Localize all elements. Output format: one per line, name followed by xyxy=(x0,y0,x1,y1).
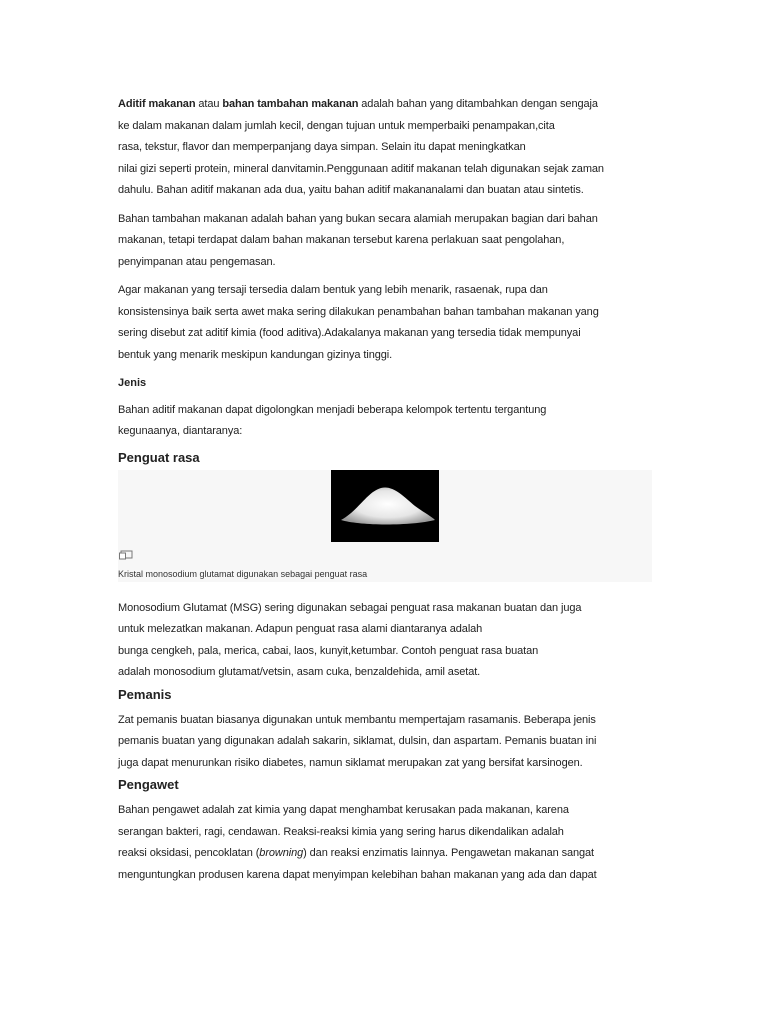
pemanis-line: pemanis buatan yang digunakan adalah sakarin, siklamat, dulsin, dan aspartam. Pemanis buatan ini xyxy=(118,735,597,747)
pengawet-line3-post: ) dan reaksi enzimatis lainnya. Pengawetan makanan sangat xyxy=(303,847,595,859)
intro-paragraph-line-1 xyxy=(118,94,658,116)
para3-line: sering disebut zat aditif kimia (food aditiva).Adakalanya makanan yang tersedia tidak mempunyai xyxy=(118,327,581,339)
pengawet-line: serangan bakteri, ragi, cendawan. Reaksi-reaksi kimia yang sering harus dikendalikan adalah xyxy=(118,825,564,838)
para3-line: bentuk yang menarik meskipun kandungan gizinya tinggi. xyxy=(118,348,393,361)
jenis-heading: Jenis xyxy=(118,377,147,389)
penguat-line: Monosodium Glutamat (MSG) sering digunakan sebagai penguat rasa makanan buatan dan juga xyxy=(118,601,582,614)
intro-line-5: dahulu. Bahan aditif makanan ada dua, yaitu bahan aditif makananalami dan buatan atau sintetis. xyxy=(118,184,584,196)
para3-line: Agar makanan yang tersaji tersedia dalam bentuk yang lebih menarik, rasaenak, rupa dan xyxy=(118,284,548,296)
image-expand-icon[interactable] xyxy=(119,550,133,560)
pemanis-line: juga dapat menurunkan risiko diabetes, namun siklamat merupakan zat yang bersifat karsinogen. xyxy=(118,756,583,769)
pengawet-line3-pre: reaksi oksidasi, pencoklatan ( xyxy=(118,847,260,859)
article-content xyxy=(118,94,658,886)
intro-line1-rest: adalah bahan yang ditambahkan dengan sengaja xyxy=(358,98,598,110)
pengawet-heading: Pengawet xyxy=(118,777,179,792)
pengawet-line: Bahan pengawet adalah zat kimia yang dapat menghambat kerusakan pada makanan, karena xyxy=(118,804,569,816)
msg-figure xyxy=(118,470,652,582)
para2-line: Bahan tambahan makanan adalah bahan yang bukan secara alamiah merupakan bagian dari bahan xyxy=(118,212,598,225)
intro-line-3: rasa, tekstur, flavor dan memperpanjang daya simpan. Selain itu dapat meningkatkan xyxy=(118,141,526,153)
pemanis-line: Zat pemanis buatan biasanya digunakan untuk membantu mempertajam rasamanis. Beberapa jenis xyxy=(118,713,596,726)
para2-line: penyimpanan atau pengemasan. xyxy=(118,255,276,268)
para2-line: makanan, tetapi terdapat dalam bahan makanan tersebut karena perlakuan saat pengolahan, xyxy=(118,234,565,246)
pemanis-heading: Pemanis xyxy=(118,686,172,702)
penguat-line: bunga cengkeh, pala, merica, cabai, laos, kunyit,ketumbar. Contoh penguat rasa buatan xyxy=(118,644,539,657)
penguat-rasa-heading: Penguat rasa xyxy=(118,449,200,465)
intro-line-4: nilai gizi seperti protein, mineral danvitamin.Penggunaan aditif makanan telah digunakan sejak zaman xyxy=(118,162,604,175)
jenis-line: kegunaanya, diantaranya: xyxy=(118,425,243,437)
jenis-line: Bahan aditif makanan dapat digolongkan menjadi beberapa kelompok tertentu tergantung xyxy=(118,403,547,416)
para3-line: konsistensinya baik serta awet maka sering dilakukan penambahan bahan tambahan makanan yang xyxy=(118,305,599,318)
figure-caption: Kristal monosodium glutamat digunakan sebagai penguat rasa xyxy=(118,568,368,579)
term-bahan-tambahan: bahan tambahan makanan xyxy=(222,98,359,110)
term-aditif-makanan: Aditif makanan xyxy=(118,98,196,110)
term-browning: browning xyxy=(259,847,304,859)
pengawet-line: menguntungkan produsen karena dapat menyimpan kelebihan bahan makanan yang ada dan dapat xyxy=(118,868,597,881)
intro-line-2: ke dalam makanan dalam jumlah kecil, dengan tujuan untuk memperbaiki penampakan,cita xyxy=(118,119,555,132)
intro-conj: atau xyxy=(195,98,223,110)
msg-crystal-photo xyxy=(331,470,439,542)
pengawet-line-3 xyxy=(118,843,658,865)
penguat-line: adalah monosodium glutamat/vetsin, asam cuka, benzaldehida, amil asetat. xyxy=(118,666,481,678)
penguat-line: untuk melezatkan makanan. Adapun penguat rasa alami diantaranya adalah xyxy=(118,623,483,635)
